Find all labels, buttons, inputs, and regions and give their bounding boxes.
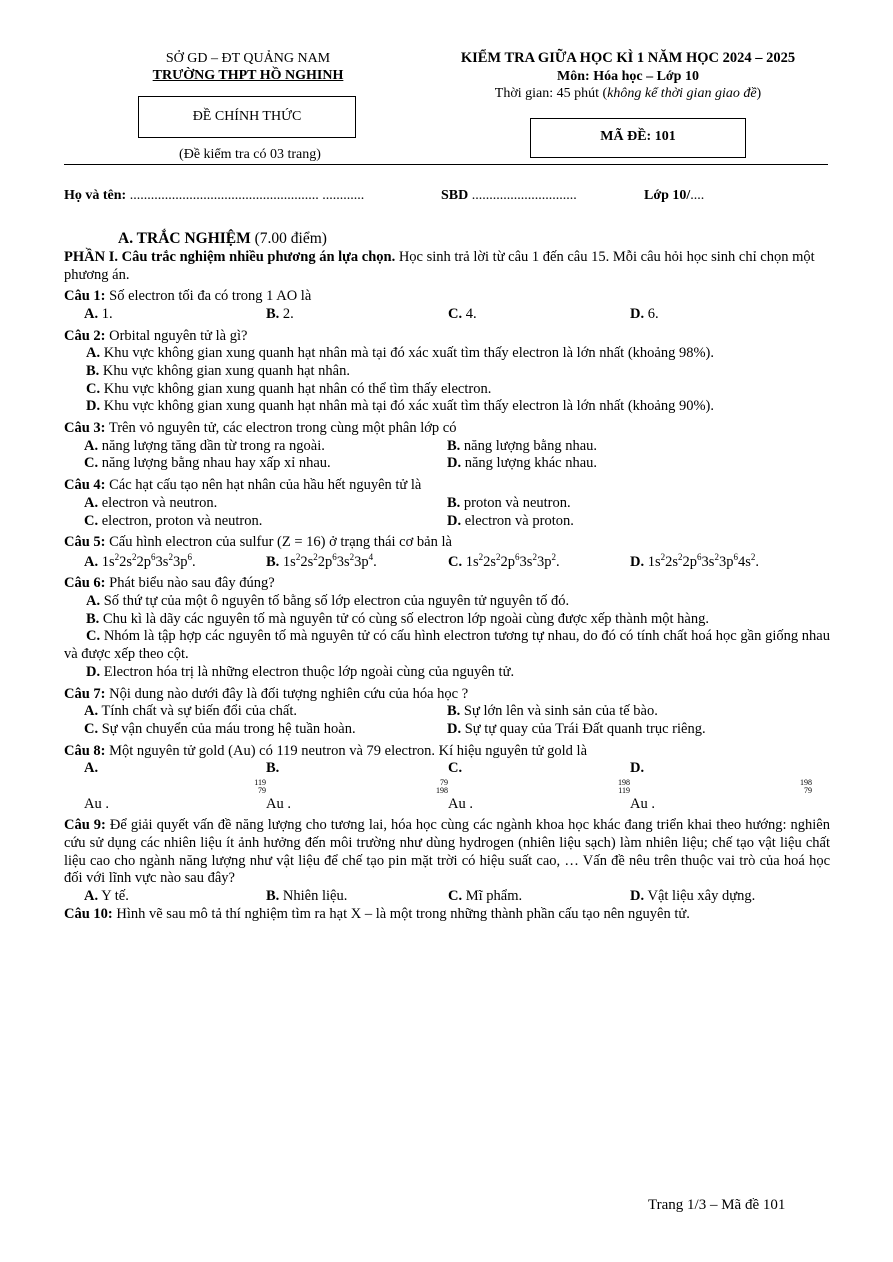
question-9: Câu 9: Để giải quyết vấn đề năng lượng cho tương lai, hóa học cùng các ngành khoa học khác đang triển khai theo hướng: nghiên cứu sử dụng các nhiên liệu ít ảnh hưởng đến môi trường như dùng hydrogen (nhiên liệu sạch) làm nhiên liệu; chế tạo vật liệu chất liệu cao cho ngành năng lượng như vật liệu để chế tạo pin mặt trời có hiệu suất cao, … Vấn đề nêu trên thuộc vai trò của hoá học đối với lĩnh vực nào sau đây? xyxy=(64,817,830,887)
option-b[interactable]: B. proton và neutron. xyxy=(447,494,571,511)
question-7-options-row2 xyxy=(64,721,830,739)
student-info-line xyxy=(64,187,834,204)
option-d[interactable]: D. $1s^22s^22p^63s^23p^64s^2$. xyxy=(630,551,759,570)
header-divider xyxy=(64,164,828,165)
question-2: Câu 2: Orbital nguyên tử là gì? xyxy=(64,327,248,344)
option-c[interactable]: C. Sự vận chuyển của máu trong hệ tuần hoàn. xyxy=(84,720,356,737)
option-c[interactable]: C. Nhóm là tập hợp các nguyên tố mà nguyên tử có cấu hình electron tương tự nhau, do đó có tính chất hoá học gần giống nhau và được xếp theo cột. xyxy=(64,628,830,663)
option-c[interactable]: C. năng lượng bằng nhau hay xấp xỉ nhau. xyxy=(84,455,331,472)
header-left xyxy=(118,50,378,84)
school-name: TRƯỜNG THPT HỒ NGHINH xyxy=(152,68,344,84)
class-field[interactable]: Lớp 10/.... xyxy=(644,188,705,203)
option-c[interactable]: C. Mĩ phẩm. xyxy=(448,888,523,905)
page-footer: Trang 1/3 – Mã đề 101 xyxy=(648,1197,786,1213)
question-1-options xyxy=(64,306,830,324)
header-right xyxy=(428,50,828,102)
section-title: A. TRẮC NGHIỆM (7.00 điểm) xyxy=(118,230,327,247)
option-d[interactable]: D. Electron hóa trị là những electron thuộc lớp ngoài cùng của nguyên tử. xyxy=(86,663,515,680)
question-1: Câu 1: Số electron tối đa có trong 1 AO là xyxy=(64,288,312,305)
option-d[interactable]: D. electron và proton. xyxy=(447,512,574,529)
option-c[interactable]: C. $1s^22s^22p^63s^23p^2$. xyxy=(448,551,560,570)
name-field[interactable]: Họ và tên: ...................................................... ............ xyxy=(64,188,365,203)
question-4-options-row2 xyxy=(64,513,830,531)
question-3-options-row1 xyxy=(64,438,830,456)
question-5-options xyxy=(64,552,830,572)
option-a[interactable]: A. electron và neutron. xyxy=(84,494,218,511)
option-a[interactable]: A. năng lượng tăng dần từ trong ra ngoài. xyxy=(84,437,325,454)
option-a[interactable]: A. $1s^22s^22p^63s^23p^6$. xyxy=(84,551,196,570)
question-3: Câu 3: Trên vỏ nguyên tử, các electron trong cùng một phân lớp có xyxy=(64,420,457,437)
option-a[interactable]: A. 1. xyxy=(84,305,113,322)
subject-line: Môn: Hóa học – Lớp 10 xyxy=(557,68,699,84)
department-name: SỞ GD – ĐT QUẢNG NAM xyxy=(165,51,331,66)
option-a[interactable]: A. Tính chất và sự biến đổi của chất. xyxy=(84,703,297,720)
option-b[interactable]: B. 79 198 Au . xyxy=(266,760,448,812)
option-c[interactable]: C. electron, proton và neutron. xyxy=(84,512,263,529)
option-b[interactable]: B. năng lượng bằng nhau. xyxy=(447,437,598,454)
question-7-options-row1 xyxy=(64,703,830,721)
question-4: Câu 4: Các hạt cấu tạo nên hạt nhân của hầu hết nguyên tử là xyxy=(64,477,422,494)
official-exam-box: ĐỀ CHÍNH THỨC xyxy=(138,96,356,138)
option-d[interactable]: D. năng lượng khác nhau. xyxy=(447,455,598,472)
option-c[interactable]: C. 198 119 Au . xyxy=(448,760,630,812)
option-b[interactable]: B. Nhiên liệu. xyxy=(266,888,348,905)
option-b[interactable]: B. Khu vực không gian xung quanh hạt nhân. xyxy=(86,363,350,380)
option-b[interactable]: B. Sự lớn lên và sinh sản của tế bào. xyxy=(447,703,658,720)
option-b[interactable]: B. 2. xyxy=(266,305,294,322)
question-8: Câu 8: Một nguyên tử gold (Au) có 119 neutron và 79 electron. Kí hiệu nguyên tử gold là xyxy=(64,742,588,759)
option-a[interactable]: A. 119 79 Au . xyxy=(84,760,266,812)
option-d[interactable]: D. Sự tự quay của Trái Đất quanh trục riêng. xyxy=(447,720,706,737)
question-7: Câu 7: Nội dung nào dưới đây là đối tượng nghiên cứu của hóa học ? xyxy=(64,685,469,702)
question-3-options-row2 xyxy=(64,455,830,473)
exam-content xyxy=(64,230,830,923)
question-6: Câu 6: Phát biểu nào sau đây đúng? xyxy=(64,575,275,592)
part-heading: PHẦN I. Câu trắc nghiệm nhiều phương án lựa chọn. Học sinh trả lời từ câu 1 đến câu 15. Mỗi câu hỏi học sinh chỉ chọn một phương án. xyxy=(64,248,815,283)
question-4-options-row1 xyxy=(64,495,830,513)
option-d[interactable]: D. 198 79 Au . xyxy=(630,760,812,812)
option-d[interactable]: D. 6. xyxy=(630,305,659,322)
option-c[interactable]: C. Khu vực không gian xung quanh hạt nhân có thể tìm thấy electron. xyxy=(86,380,492,397)
option-b[interactable]: B. Chu kì là dãy các nguyên tố mà nguyên tử có cùng số electron lớp ngoài cùng được xếp thành một hàng. xyxy=(86,610,709,627)
time-line: Thời gian: 45 phút (không kể thời gian giao đề) xyxy=(494,85,762,101)
option-b[interactable]: B. $1s^22s^22p^63s^23p^4$. xyxy=(266,551,377,570)
exam-code-box: MÃ ĐỀ: 101 xyxy=(530,118,746,158)
option-a[interactable]: A. Khu vực không gian xung quanh hạt nhân mà tại đó xác xuất tìm thấy electron là lớn nhất (khoảng 98%). xyxy=(86,345,715,362)
question-8-options xyxy=(64,760,830,813)
pages-note: (Đề kiểm tra có 03 trang) xyxy=(179,147,321,162)
exam-title: KIỂM TRA GIỮA HỌC KÌ 1 NĂM HỌC 2024 – 2025 xyxy=(460,50,796,66)
question-9-options xyxy=(64,888,830,906)
option-c[interactable]: C. 4. xyxy=(448,305,477,322)
option-d[interactable]: D. Khu vực không gian xung quanh hạt nhân mà tại đó xác xuất tìm thấy electron là lớn nhất (khoảng 90%). xyxy=(86,398,715,415)
option-a[interactable]: A. Số thứ tự của một ô nguyên tố bằng số lớp electron của nguyên tử nguyên tố đó. xyxy=(86,593,570,610)
question-10: Câu 10: Hình vẽ sau mô tả thí nghiệm tìm ra hạt X – là một trong những thành phần cấu tạo nên nguyên tử. xyxy=(64,905,690,922)
option-d[interactable]: D. Vật liệu xây dựng. xyxy=(630,888,756,905)
sbd-field[interactable]: SBD .............................. xyxy=(441,188,577,203)
question-5: Câu 5: Cấu hình electron của sulfur (Z = 16) ở trạng thái cơ bản là xyxy=(64,534,452,551)
option-a[interactable]: A. Y tế. xyxy=(84,888,129,905)
